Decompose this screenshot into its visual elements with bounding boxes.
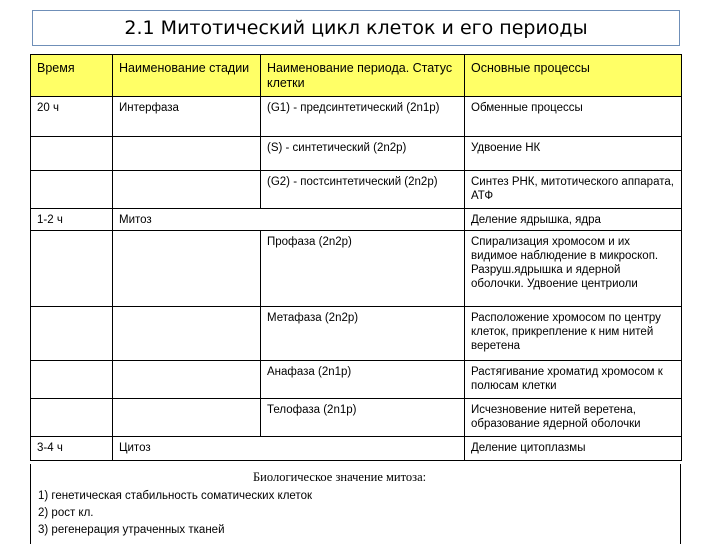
cell-time [31,307,113,361]
cell-time: 3-4 ч [31,437,113,461]
cell-processes: Удвоение НК [465,137,682,171]
mitotic-cycle-table [30,54,682,461]
cell-time: 20 ч [31,97,113,137]
cell-processes: Растягивание хроматид хромосом к полюсам клетки [465,361,682,399]
cell-period: (S) - синтетический (2n2p) [261,137,465,171]
cell-period: Профаза (2n2p) [261,231,465,307]
table-row [31,307,682,361]
cell-stage: Интерфаза [113,97,261,137]
significance-item: 1) генетическая стабильность соматических клеток [38,490,313,502]
header-period: Наименование периода. Статус клетки [261,55,465,97]
significance-item: 3) регенерация утраченных тканей [38,524,225,536]
cell-processes: Синтез РНК, митотического аппарата, АТФ [465,171,682,209]
header-stage: Наименование стадии [113,55,261,97]
cell-period: Метафаза (2n2p) [261,307,465,361]
cell-processes: Деление ядрышка, ядра [465,209,682,231]
significance-title: Биологическое значение митоза: [253,470,427,484]
table-row [31,137,682,171]
table-row [31,437,682,461]
cell-period: (G1) - предсинтетический (2n1p) [261,97,465,137]
cell-stage: Цитоз [113,437,465,461]
cell-stage [113,307,261,361]
table-row [31,399,682,437]
cell-time [31,171,113,209]
cell-stage [113,399,261,437]
cell-stage: Митоз [113,209,465,231]
cell-stage [113,361,261,399]
header-time: Время [31,55,113,97]
table-row [31,209,682,231]
cell-processes: Исчезновение нитей веретена, образование ядерной оболочки [465,399,682,437]
cell-stage [113,171,261,209]
significance-item: 2) рост кл. [38,507,94,519]
table-header-row [31,55,682,97]
cell-time [31,399,113,437]
page-title-text: 2.1 Митотический цикл клеток и его периоды [124,17,588,39]
cell-processes: Расположение хромосом по центру клеток, прикрепление к ним нитей веретена [465,307,682,361]
cell-processes: Обменные процессы [465,97,682,137]
cell-time [31,231,113,307]
header-processes: Основные процессы [465,55,682,97]
cell-stage [113,137,261,171]
cell-processes: Деление цитоплазмы [465,437,682,461]
biological-significance-block [30,464,681,544]
table-row [31,171,682,209]
cell-time [31,361,113,399]
cell-stage [113,231,261,307]
cell-time: 1-2 ч [31,209,113,231]
page-title [32,10,680,46]
table-row [31,361,682,399]
table-row [31,97,682,137]
cell-period: Анафаза (2n1p) [261,361,465,399]
cell-period: (G2) - постсинтетический (2n2p) [261,171,465,209]
cell-processes: Спирализация хромосом и их видимое наблюдение в микроскоп. Разруш.ядрышка и ядерной оболочки. Удвоение центриоли [465,231,682,307]
table-row [31,231,682,307]
cell-period: Телофаза (2n1p) [261,399,465,437]
cell-time [31,137,113,171]
